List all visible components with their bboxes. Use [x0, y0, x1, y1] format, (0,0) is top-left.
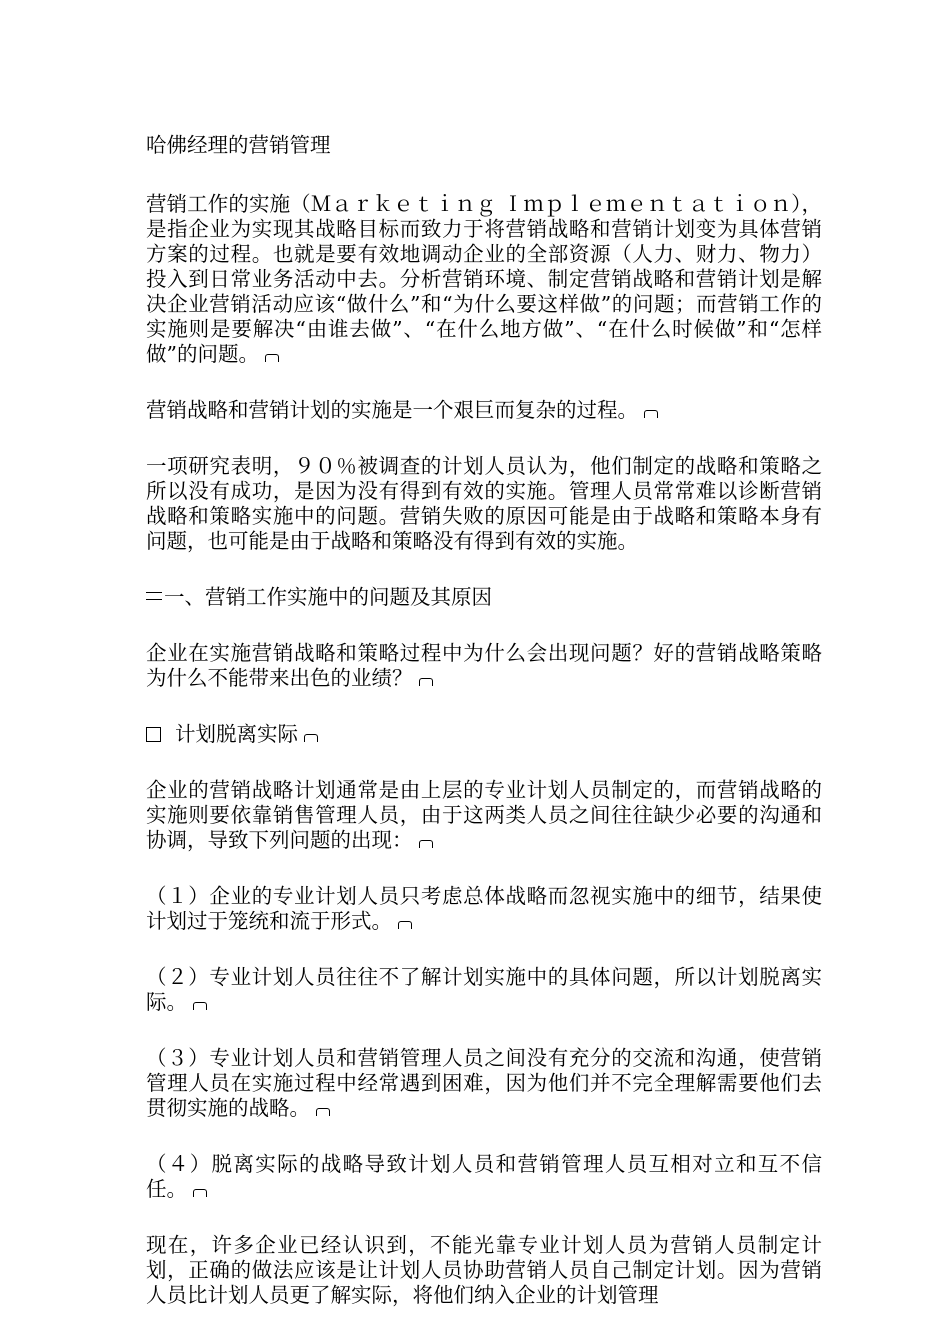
list-item-1 [146, 884, 822, 934]
paragraph-mark-icon [193, 1189, 207, 1197]
checkbox-icon [146, 727, 161, 742]
paragraph-mark-icon [644, 410, 658, 418]
document-page [146, 133, 822, 1339]
document-title: 哈佛经理的营销管理 [146, 133, 331, 157]
paragraph-mark-icon [398, 921, 412, 929]
paragraph-conclusion [146, 1233, 822, 1308]
paragraph-mark-icon [419, 840, 433, 848]
paragraph-mark-icon [419, 678, 433, 686]
list-item-3 [146, 1046, 822, 1121]
subheading-plan-detached [146, 722, 822, 747]
list-item-text: （３）专业计划人员和营销管理人员之间没有充分的交流和沟通，使营销管理人员在实施过程中经常遇到困难，因为他们并不完全理解需要他们去贯彻实施的战略。 [146, 1046, 822, 1120]
paragraph-implementation-definition [146, 192, 822, 367]
paragraph-research [146, 454, 822, 554]
paragraph-mark-icon [304, 734, 318, 742]
subheading-text: 计划脱离实际 [175, 722, 298, 746]
paragraph-mark-icon [193, 1002, 207, 1010]
paragraph-text: 一项研究表明，９０％被调查的计划人员认为，他们制定的战略和策略之所以没有成功，是因为没有得到有效的实施。管理人员常常难以诊断营销战略和策略实施中的问题。营销失败的原因可能是由于战略和策略本身有问题，也可能是由于战略和策略没有得到有效的实施。 [146, 454, 822, 553]
list-item-2 [146, 965, 822, 1015]
heading-text: 一、营销工作实施中的问题及其原因 [164, 585, 492, 609]
paragraph-mark-icon [265, 354, 279, 362]
heading-prefix-icon [146, 592, 162, 600]
paragraph-text: 企业的营销战略计划通常是由上层的专业计划人员制定的，而营销战略的实施则要依靠销售管理人员，由于这两类人员之间往往缺少必要的沟通和协调，导致下列问题的出现： [146, 778, 822, 852]
list-item-4 [146, 1152, 822, 1202]
paragraph-text: 营销战略和营销计划的实施是一个艰巨而复杂的过程。 [146, 398, 638, 422]
paragraph-why-problems [146, 641, 822, 691]
paragraph-mark-icon [316, 1108, 330, 1116]
paragraph-complexity [146, 398, 822, 423]
paragraph-text: 营销工作的实施（Ｍａｒｋｅｔｉｎｇ Ｉｍｐｌｅｍｅｎｔａｔｉｏｎ），是指企业为实现其战略目标而致力于将营销战略和营销计划变为具体营销方案的过程。也就是要有效地调动企业的全部资源（人力、财力、物力）投入到日常业务活动中去。分析营销环境、制定营销战略和营销计划是解决企业营销活动应该“做什么”和“为什么要这样做”的问题；而营销工作的实施则是要解决“由谁去做”、“在什么地方做”、“在什么时候做”和“怎样做”的问题。 [146, 192, 822, 366]
paragraph-planners [146, 778, 822, 853]
section-heading-problems [146, 585, 822, 610]
paragraph-text: 企业在实施营销战略和策略过程中为什么会出现问题？好的营销战略策略为什么不能带来出色的业绩？ [146, 641, 822, 690]
paragraph-text: 现在，许多企业已经认识到，不能光靠专业计划人员为营销人员制定计划，正确的做法应该是让计划人员协助营销人员自己制定计划。因为营销人员比计划人员更了解实际，将他们纳入企业的计划管理 [146, 1233, 822, 1307]
list-item-text: （４）脱离实际的战略导致计划人员和营销管理人员互相对立和互不信任。 [146, 1152, 822, 1201]
list-item-text: （１）企业的专业计划人员只考虑总体战略而忽视实施中的细节，结果使计划过于笼统和流于形式。 [146, 884, 822, 933]
list-item-text: （２）专业计划人员往往不了解计划实施中的具体问题，所以计划脱离实际。 [146, 965, 822, 1014]
